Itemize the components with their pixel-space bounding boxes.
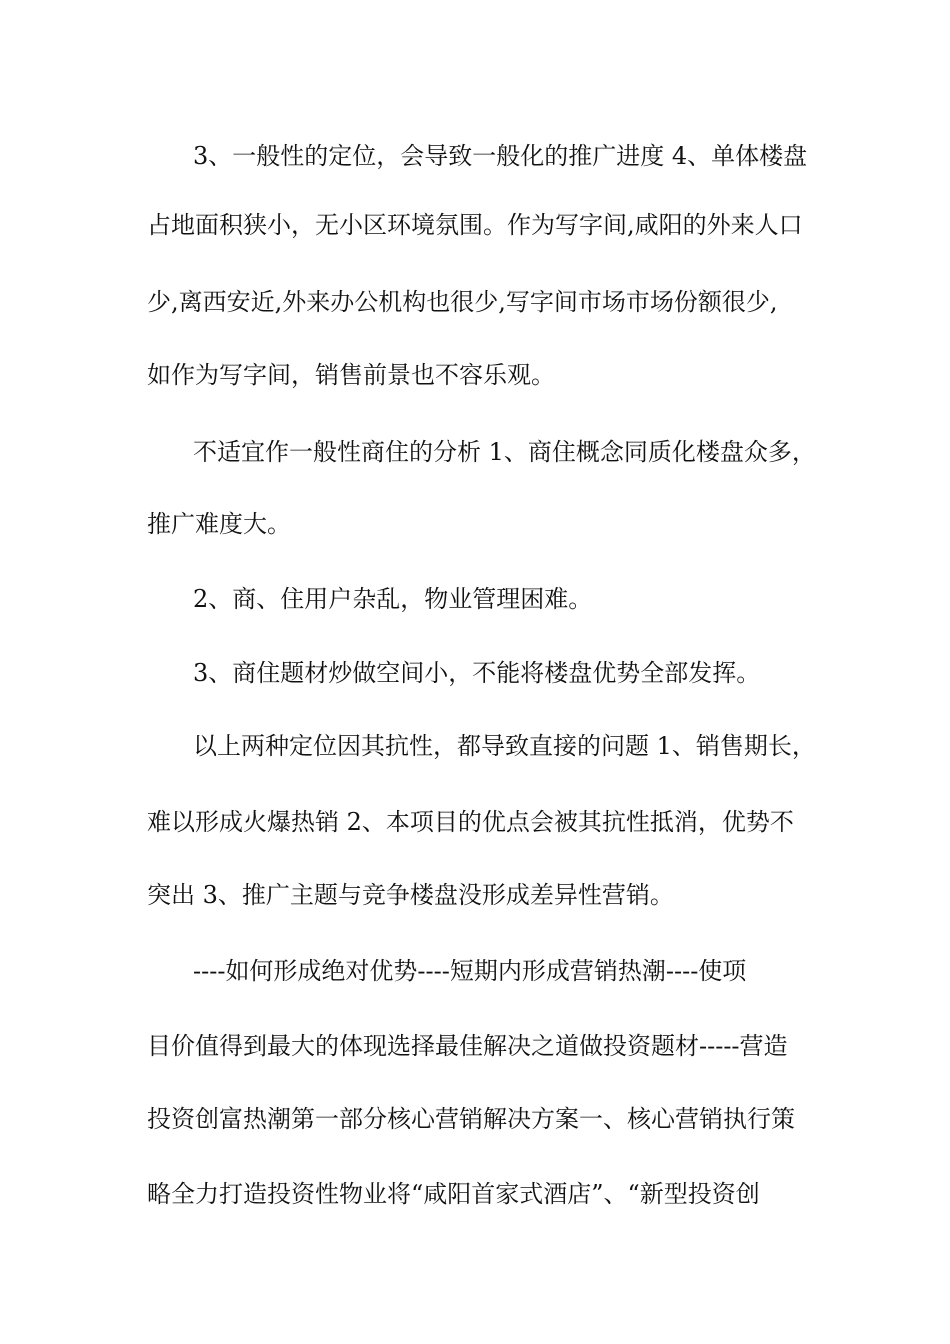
paragraph-2-line-2: 推广难度大。	[147, 510, 291, 538]
paragraph-1-line-4: 如作为写字间，销售前景也不容乐观。	[147, 361, 555, 389]
paragraph-6-line-2: 目价值得到最大的体现选择最佳解决之道做投资题材-----营造	[147, 1032, 788, 1060]
paragraph-3-line-1: 2、商、住用户杂乱，物业管理困难。	[193, 585, 593, 613]
paragraph-6-line-1: ----如何形成绝对优势----短期内形成营销热潮----使项	[193, 957, 747, 985]
paragraph-5-line-3: 突出 3、推广主题与竞争楼盘没形成差异性营销。	[147, 881, 674, 909]
paragraph-4-line-1: 3、商住题材炒做空间小，不能将楼盘优势全部发挥。	[193, 659, 761, 687]
paragraph-1-line-2: 占地面积狭小，无小区环境氛围。作为写字间,咸阳的外来人口	[147, 211, 803, 239]
paragraph-6-line-3: 投资创富热潮第一部分核心营销解决方案一、核心营销执行策	[147, 1105, 795, 1133]
paragraph-6-line-4: 略全力打造投资性物业将“咸阳首家式酒店”、“新型投资创	[147, 1180, 760, 1208]
paragraph-1-line-1: 3、一般性的定位，会导致一般化的推广进度 4、单体楼盘	[193, 142, 808, 170]
paragraph-5-line-2: 难以形成火爆热销 2、本项目的优点会被其抗性抵消，优势不	[147, 808, 794, 836]
paragraph-1-line-3: 少,离西安近,外来办公机构也很少,写字间市场市场份额很少,	[147, 288, 778, 316]
paragraph-2-line-1: 不适宜作一般性商住的分析 1、商住概念同质化楼盘众多，	[193, 438, 816, 466]
paragraph-5-line-1: 以上两种定位因其抗性，都导致直接的问题 1、销售期长，	[193, 732, 816, 760]
